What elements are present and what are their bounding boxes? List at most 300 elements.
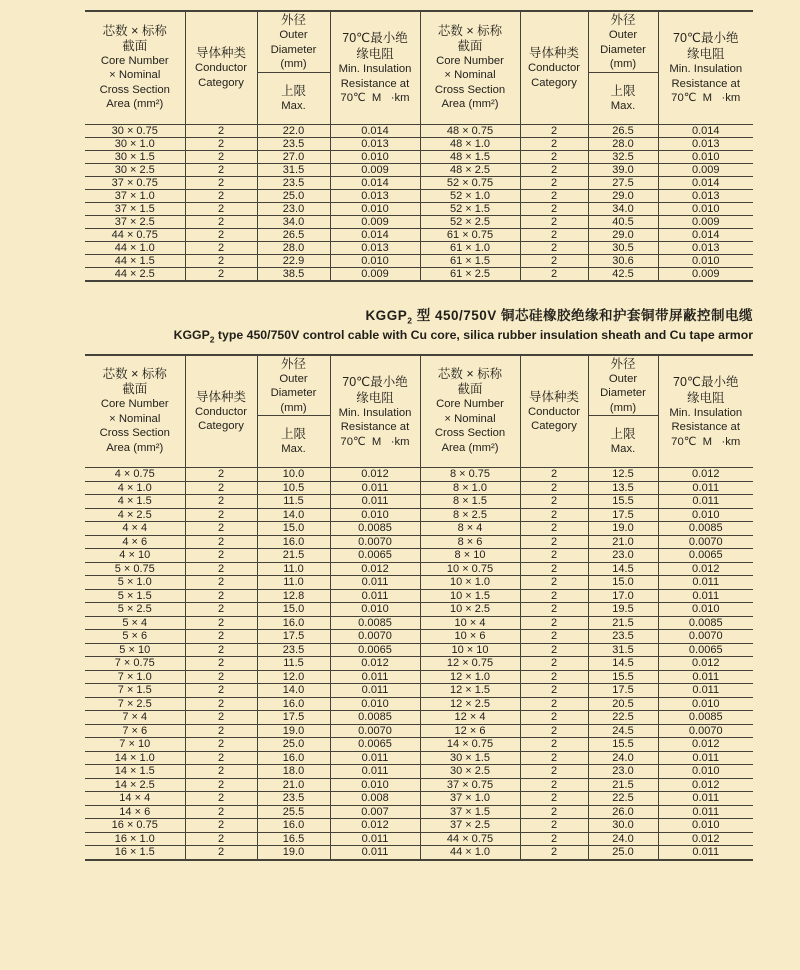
spec-table-top — [85, 10, 753, 282]
cell-min-insulation-resistance: 0.011 — [330, 832, 420, 846]
cell-core-spec: 14 × 6 — [85, 805, 185, 819]
cell-conductor-category: 2 — [185, 241, 257, 254]
cell-min-insulation-resistance: 0.013 — [330, 189, 420, 202]
cell-min-insulation-resistance: 0.0070 — [330, 724, 420, 738]
cell-min-insulation-resistance: 0.0085 — [330, 522, 420, 536]
cell-core-spec: 5 × 1.0 — [85, 576, 185, 590]
cell-core-spec: 44 × 1.0 — [420, 846, 520, 860]
cell-outer-diameter-max: 15.5 — [588, 738, 658, 752]
cell-min-insulation-resistance: 0.013 — [330, 137, 420, 150]
header-label: Diameter — [270, 387, 317, 400]
header-label: Category — [531, 76, 577, 89]
cell-min-insulation-resistance: 0.010 — [658, 697, 753, 711]
cell-core-spec: 61 × 1.5 — [420, 254, 520, 267]
cell-outer-diameter-max: 14.0 — [257, 684, 330, 698]
table-row — [85, 792, 753, 806]
cell-core-spec: 12 × 0.75 — [420, 657, 520, 671]
cell-core-spec: 37 × 1.0 — [420, 792, 520, 806]
cell-conductor-category: 2 — [520, 535, 588, 549]
header-label: Conductor — [194, 405, 248, 418]
cell-outer-diameter-max: 16.0 — [257, 535, 330, 549]
cell-conductor-category: 2 — [520, 495, 588, 509]
cell-outer-diameter-max: 16.0 — [257, 751, 330, 765]
cell-min-insulation-resistance: 0.010 — [330, 202, 420, 215]
cell-conductor-category: 2 — [185, 163, 257, 176]
cell-outer-diameter-max: 21.5 — [588, 616, 658, 630]
cell-outer-diameter-max: 11.0 — [257, 576, 330, 590]
header-label: Core Number — [436, 54, 504, 67]
cell-outer-diameter-max: 34.0 — [257, 215, 330, 228]
cell-min-insulation-resistance: 0.011 — [658, 589, 753, 603]
cell-min-insulation-resistance: 0.010 — [658, 150, 753, 163]
cell-core-spec: 48 × 2.5 — [420, 163, 520, 176]
cell-core-spec: 61 × 2.5 — [420, 267, 520, 281]
cell-min-insulation-resistance: 0.014 — [658, 228, 753, 241]
cell-min-insulation-resistance: 0.0065 — [658, 549, 753, 563]
header-label: × Nominal — [109, 69, 161, 82]
cell-conductor-category: 2 — [520, 616, 588, 630]
cell-core-spec: 4 × 0.75 — [85, 468, 185, 482]
header-label: Diameter — [600, 387, 646, 400]
cell-min-insulation-resistance: 0.0085 — [330, 711, 420, 725]
col-header-max — [257, 416, 330, 468]
cell-outer-diameter-max: 27.0 — [257, 150, 330, 163]
cell-min-insulation-resistance: 0.0070 — [330, 630, 420, 644]
cell-outer-diameter-max: 19.0 — [588, 522, 658, 536]
cell-outer-diameter-max: 17.5 — [588, 508, 658, 522]
cell-core-spec: 37 × 0.75 — [85, 176, 185, 189]
cell-min-insulation-resistance: 0.009 — [658, 267, 753, 281]
cell-core-spec: 7 × 4 — [85, 711, 185, 725]
table-row — [85, 202, 753, 215]
cell-outer-diameter-max: 11.0 — [257, 562, 330, 576]
header-label: Core Number — [100, 398, 169, 411]
cell-min-insulation-resistance: 0.011 — [658, 481, 753, 495]
cell-core-spec: 12 × 4 — [420, 711, 520, 725]
cell-conductor-category: 2 — [185, 124, 257, 137]
cell-conductor-category: 2 — [185, 254, 257, 267]
cell-outer-diameter-max: 22.5 — [588, 792, 658, 806]
table-row — [85, 576, 753, 590]
cell-min-insulation-resistance: 0.010 — [330, 150, 420, 163]
cell-outer-diameter-max: 40.5 — [588, 215, 658, 228]
cell-min-insulation-resistance: 0.012 — [658, 778, 753, 792]
cell-core-spec: 52 × 0.75 — [420, 176, 520, 189]
cell-outer-diameter-max: 12.5 — [588, 468, 658, 482]
cell-conductor-category: 2 — [520, 228, 588, 241]
cell-conductor-category: 2 — [520, 738, 588, 752]
cell-core-spec: 8 × 6 — [420, 535, 520, 549]
cell-core-spec: 10 × 1.5 — [420, 589, 520, 603]
cell-outer-diameter-max: 17.5 — [588, 684, 658, 698]
cell-outer-diameter-max: 25.0 — [257, 738, 330, 752]
cell-outer-diameter-max: 22.5 — [588, 711, 658, 725]
header-label: Core Number — [436, 398, 504, 411]
cell-min-insulation-resistance: 0.012 — [330, 468, 420, 482]
cell-outer-diameter-max: 31.5 — [588, 643, 658, 657]
header-label: Area (mm²) — [441, 441, 499, 454]
cell-conductor-category: 2 — [185, 508, 257, 522]
header-label: Category — [198, 76, 244, 89]
cell-min-insulation-resistance: 0.011 — [658, 846, 753, 860]
cell-outer-diameter-max: 26.5 — [257, 228, 330, 241]
cell-core-spec: 5 × 6 — [85, 630, 185, 644]
cell-outer-diameter-max: 25.0 — [588, 846, 658, 860]
cell-outer-diameter-max: 25.5 — [257, 805, 330, 819]
cell-conductor-category: 2 — [185, 765, 257, 779]
cell-conductor-category: 2 — [520, 765, 588, 779]
cell-conductor-category: 2 — [185, 846, 257, 860]
header-label: Resistance at — [671, 421, 740, 434]
header-label: Area (mm²) — [106, 98, 164, 111]
cell-conductor-category: 2 — [520, 697, 588, 711]
cell-min-insulation-resistance: 0.0065 — [330, 738, 420, 752]
col-header-outer-diameter — [588, 355, 658, 416]
cell-conductor-category: 2 — [520, 630, 588, 644]
header-label: Outer — [279, 29, 308, 41]
cell-conductor-category: 2 — [520, 468, 588, 482]
cell-outer-diameter-max: 26.5 — [588, 124, 658, 137]
cell-conductor-category: 2 — [520, 137, 588, 150]
cell-outer-diameter-max: 15.5 — [588, 495, 658, 509]
cell-min-insulation-resistance: 0.009 — [658, 163, 753, 176]
table-row — [85, 137, 753, 150]
cell-outer-diameter-max: 19.0 — [257, 846, 330, 860]
header-label: Min. Insulation — [338, 406, 412, 419]
table-row — [85, 124, 753, 137]
cell-outer-diameter-max: 42.5 — [588, 267, 658, 281]
cell-outer-diameter-max: 12.0 — [257, 670, 330, 684]
cell-conductor-category: 2 — [185, 267, 257, 281]
cell-core-spec: 52 × 1.5 — [420, 202, 520, 215]
cell-conductor-category: 2 — [185, 576, 257, 590]
col-header-outer-diameter — [588, 11, 658, 72]
table-row — [85, 751, 753, 765]
cell-conductor-category: 2 — [520, 508, 588, 522]
header-label: 芯数 × 标称 — [102, 23, 167, 38]
cell-outer-diameter-max: 16.0 — [257, 819, 330, 833]
header-label: Cross Section — [434, 427, 506, 440]
cell-min-insulation-resistance: 0.012 — [330, 562, 420, 576]
header-label: (mm) — [280, 401, 307, 414]
cell-outer-diameter-max: 30.6 — [588, 254, 658, 267]
cell-conductor-category: 2 — [185, 481, 257, 495]
table-row — [85, 616, 753, 630]
header-label: 外径 — [610, 356, 636, 371]
cell-outer-diameter-max: 23.5 — [257, 137, 330, 150]
cell-outer-diameter-max: 21.5 — [588, 778, 658, 792]
cell-min-insulation-resistance: 0.010 — [330, 778, 420, 792]
cell-outer-diameter-max: 29.0 — [588, 189, 658, 202]
table-header — [85, 11, 753, 124]
cell-conductor-category: 2 — [185, 657, 257, 671]
header-label: 截面 — [457, 382, 483, 397]
cell-outer-diameter-max: 25.0 — [257, 189, 330, 202]
cell-core-spec: 30 × 2.5 — [420, 765, 520, 779]
cell-core-spec: 37 × 1.5 — [85, 202, 185, 215]
col-header-min-insulation — [658, 11, 753, 124]
cell-min-insulation-resistance: 0.011 — [330, 670, 420, 684]
cell-core-spec: 37 × 0.75 — [420, 778, 520, 792]
header-label: Min. Insulation — [669, 63, 743, 75]
cell-min-insulation-resistance: 0.011 — [330, 765, 420, 779]
cell-outer-diameter-max: 23.0 — [588, 549, 658, 563]
cell-outer-diameter-max: 38.5 — [257, 267, 330, 281]
table-row — [85, 697, 753, 711]
header-label: Outer — [608, 29, 638, 41]
cell-conductor-category: 2 — [520, 846, 588, 860]
header-label: 外径 — [280, 356, 306, 371]
cell-core-spec: 30 × 1.5 — [85, 150, 185, 163]
cell-min-insulation-resistance: 0.011 — [330, 495, 420, 509]
header-label: 缘电阻 — [356, 47, 394, 61]
cell-core-spec: 44 × 0.75 — [420, 832, 520, 846]
cell-conductor-category: 2 — [185, 630, 257, 644]
table-row — [85, 832, 753, 846]
header-label: 缘电阻 — [356, 390, 394, 405]
cell-core-spec: 48 × 1.0 — [420, 137, 520, 150]
cell-min-insulation-resistance: 0.012 — [658, 468, 753, 482]
header-label: × Nominal — [444, 412, 496, 425]
header-label: Max. — [610, 99, 636, 112]
cell-core-spec: 10 × 2.5 — [420, 603, 520, 617]
header-label: Resistance at — [340, 77, 410, 90]
cell-outer-diameter-max: 20.5 — [588, 697, 658, 711]
col-header-outer-diameter — [257, 355, 330, 416]
cell-core-spec: 37 × 2.5 — [420, 819, 520, 833]
cell-conductor-category: 2 — [185, 711, 257, 725]
header-label: 上限 — [280, 427, 306, 442]
header-label: 截面 — [457, 38, 483, 53]
cell-min-insulation-resistance: 0.014 — [330, 124, 420, 137]
cell-outer-diameter-max: 18.0 — [257, 765, 330, 779]
header-label: Area (mm²) — [441, 98, 499, 111]
cell-conductor-category: 2 — [520, 832, 588, 846]
table-row — [85, 215, 753, 228]
cell-outer-diameter-max: 27.5 — [588, 176, 658, 189]
header-label: Outer — [608, 372, 638, 385]
cell-conductor-category: 2 — [520, 751, 588, 765]
cell-min-insulation-resistance: 0.009 — [330, 267, 420, 281]
cell-conductor-category: 2 — [520, 254, 588, 267]
cell-min-insulation-resistance: 0.011 — [330, 481, 420, 495]
header-label: 芯数 × 标称 — [437, 23, 503, 38]
cell-min-insulation-resistance: 0.0085 — [658, 711, 753, 725]
table-row — [85, 468, 753, 482]
cell-core-spec: 8 × 4 — [420, 522, 520, 536]
cell-core-spec: 16 × 1.5 — [85, 846, 185, 860]
col-header-conductor-category — [520, 355, 588, 468]
cell-outer-diameter-max: 23.0 — [588, 765, 658, 779]
cell-min-insulation-resistance: 0.012 — [330, 657, 420, 671]
cell-outer-diameter-max: 17.5 — [257, 630, 330, 644]
table-header — [85, 355, 753, 468]
header-label: 芯数 × 标称 — [437, 367, 503, 382]
header-label: Max. — [281, 99, 306, 112]
table-row — [85, 562, 753, 576]
table-row — [85, 711, 753, 725]
cell-min-insulation-resistance: 0.010 — [330, 697, 420, 711]
header-label: Resistance at — [340, 421, 410, 434]
cell-conductor-category: 2 — [520, 549, 588, 563]
cell-min-insulation-resistance: 0.009 — [658, 215, 753, 228]
cell-outer-diameter-max: 15.0 — [257, 522, 330, 536]
table-row — [85, 684, 753, 698]
cell-core-spec: 5 × 4 — [85, 616, 185, 630]
cell-outer-diameter-max: 23.5 — [588, 630, 658, 644]
table-row — [85, 805, 753, 819]
table-row — [85, 522, 753, 536]
cell-core-spec: 37 × 1.0 — [85, 189, 185, 202]
cell-conductor-category: 2 — [520, 562, 588, 576]
header-label: Cross Section — [434, 83, 506, 96]
header-label: Max. — [610, 443, 636, 456]
cell-core-spec: 61 × 1.0 — [420, 241, 520, 254]
cell-core-spec: 14 × 0.75 — [420, 738, 520, 752]
header-label: Min. Insulation — [669, 406, 743, 419]
header-label: Min. Insulation — [338, 63, 412, 75]
cell-min-insulation-resistance: 0.0085 — [658, 522, 753, 536]
cell-outer-diameter-max: 14.5 — [588, 562, 658, 576]
cell-conductor-category: 2 — [520, 215, 588, 228]
header-label: (mm) — [609, 401, 637, 414]
table-row — [85, 163, 753, 176]
cell-core-spec: 61 × 0.75 — [420, 228, 520, 241]
cell-outer-diameter-max: 22.0 — [257, 124, 330, 137]
table-row — [85, 738, 753, 752]
cell-core-spec: 10 × 0.75 — [420, 562, 520, 576]
cell-min-insulation-resistance: 0.012 — [658, 562, 753, 576]
table-row — [85, 657, 753, 671]
cell-min-insulation-resistance: 0.011 — [658, 751, 753, 765]
cell-core-spec: 7 × 2.5 — [85, 697, 185, 711]
cell-conductor-category: 2 — [185, 495, 257, 509]
cell-conductor-category: 2 — [520, 603, 588, 617]
section-title — [85, 304, 753, 345]
col-header-max — [257, 72, 330, 124]
table-row — [85, 630, 753, 644]
cell-conductor-category: 2 — [520, 163, 588, 176]
cell-conductor-category: 2 — [520, 643, 588, 657]
table-row — [85, 495, 753, 509]
header-label: 70℃ M ·km — [340, 435, 410, 448]
col-header-min-insulation — [658, 355, 753, 468]
cell-conductor-category: 2 — [520, 684, 588, 698]
cell-min-insulation-resistance: 0.013 — [658, 241, 753, 254]
cell-conductor-category: 2 — [520, 124, 588, 137]
header-label: (mm) — [280, 58, 307, 70]
table-row — [85, 778, 753, 792]
cell-core-spec: 12 × 1.5 — [420, 684, 520, 698]
header-label: (mm) — [609, 58, 637, 70]
header-label: Resistance at — [671, 77, 740, 90]
table-body — [85, 468, 753, 860]
cell-min-insulation-resistance: 0.010 — [658, 254, 753, 267]
cell-core-spec: 8 × 1.5 — [420, 495, 520, 509]
cell-min-insulation-resistance: 0.011 — [330, 576, 420, 590]
cell-core-spec: 14 × 1.5 — [85, 765, 185, 779]
cell-core-spec: 44 × 2.5 — [85, 267, 185, 281]
header-label: Cross Section — [99, 427, 170, 440]
cell-core-spec: 37 × 2.5 — [85, 215, 185, 228]
cell-min-insulation-resistance: 0.012 — [658, 657, 753, 671]
col-header-max — [588, 72, 658, 124]
cell-outer-diameter-max: 29.0 — [588, 228, 658, 241]
cell-conductor-category: 2 — [185, 137, 257, 150]
header-label: 70℃ M ·km — [340, 92, 410, 104]
cell-outer-diameter-max: 30.0 — [588, 819, 658, 833]
cell-core-spec: 4 × 10 — [85, 549, 185, 563]
cell-min-insulation-resistance: 0.014 — [330, 228, 420, 241]
spec-table-bottom — [85, 354, 753, 861]
cell-outer-diameter-max: 24.0 — [588, 751, 658, 765]
cell-core-spec: 30 × 1.5 — [420, 751, 520, 765]
header-label: 70℃最小绝 — [673, 374, 739, 389]
col-header-min-insulation — [330, 11, 420, 124]
cell-conductor-category: 2 — [520, 176, 588, 189]
cell-outer-diameter-max: 10.5 — [257, 481, 330, 495]
cell-conductor-category: 2 — [185, 643, 257, 657]
cell-core-spec: 7 × 1.0 — [85, 670, 185, 684]
cell-outer-diameter-max: 39.0 — [588, 163, 658, 176]
cell-outer-diameter-max: 13.5 — [588, 481, 658, 495]
cell-outer-diameter-max: 24.0 — [588, 832, 658, 846]
cell-min-insulation-resistance: 0.0070 — [658, 630, 753, 644]
header-label: 上限 — [280, 83, 306, 98]
cell-conductor-category: 2 — [185, 562, 257, 576]
header-label: 70℃最小绝 — [342, 31, 408, 45]
cell-core-spec: 44 × 1.0 — [85, 241, 185, 254]
cell-outer-diameter-max: 14.5 — [588, 657, 658, 671]
cell-conductor-category: 2 — [185, 819, 257, 833]
cell-min-insulation-resistance: 0.0070 — [658, 724, 753, 738]
header-label: 上限 — [610, 83, 636, 98]
table-row — [85, 535, 753, 549]
cell-outer-diameter-max: 16.5 — [257, 832, 330, 846]
header-label: 70℃最小绝 — [342, 374, 408, 389]
section-title-en: $KGGP_2$ type 450/750V control cable with Cu core, silica rubber insulation sheath and Cu tape armor — [173, 328, 753, 345]
cell-core-spec: 7 × 0.75 — [85, 657, 185, 671]
cell-conductor-category: 2 — [520, 778, 588, 792]
cell-conductor-category: 2 — [185, 189, 257, 202]
header-label: Conductor — [527, 405, 581, 418]
table-row — [85, 189, 753, 202]
cell-outer-diameter-max: 21.5 — [257, 549, 330, 563]
cell-conductor-category: 2 — [520, 711, 588, 725]
cell-min-insulation-resistance: 0.012 — [330, 819, 420, 833]
cell-outer-diameter-max: 19.5 — [588, 603, 658, 617]
cell-min-insulation-resistance: 0.013 — [658, 189, 753, 202]
table-row — [85, 241, 753, 254]
cell-core-spec: 5 × 1.5 — [85, 589, 185, 603]
cell-conductor-category: 2 — [520, 150, 588, 163]
cell-conductor-category: 2 — [185, 202, 257, 215]
cell-core-spec: 5 × 2.5 — [85, 603, 185, 617]
cell-min-insulation-resistance: 0.010 — [330, 603, 420, 617]
header-label: × Nominal — [109, 412, 161, 425]
cell-min-insulation-resistance: 0.011 — [658, 792, 753, 806]
section-title-zh: $KGGP_2$ 型 450/750V 铜芯硅橡胶绝缘和护套铜带屏蔽控制电缆 — [365, 307, 753, 326]
cell-conductor-category: 2 — [185, 616, 257, 630]
table-row — [85, 150, 753, 163]
cell-core-spec: 44 × 0.75 — [85, 228, 185, 241]
col-header-core-number — [420, 11, 520, 124]
cell-core-spec: 52 × 1.0 — [420, 189, 520, 202]
header-label: 导体种类 — [528, 389, 579, 404]
header-label: 导体种类 — [528, 46, 579, 61]
cell-min-insulation-resistance: 0.013 — [330, 241, 420, 254]
cell-conductor-category: 2 — [185, 805, 257, 819]
